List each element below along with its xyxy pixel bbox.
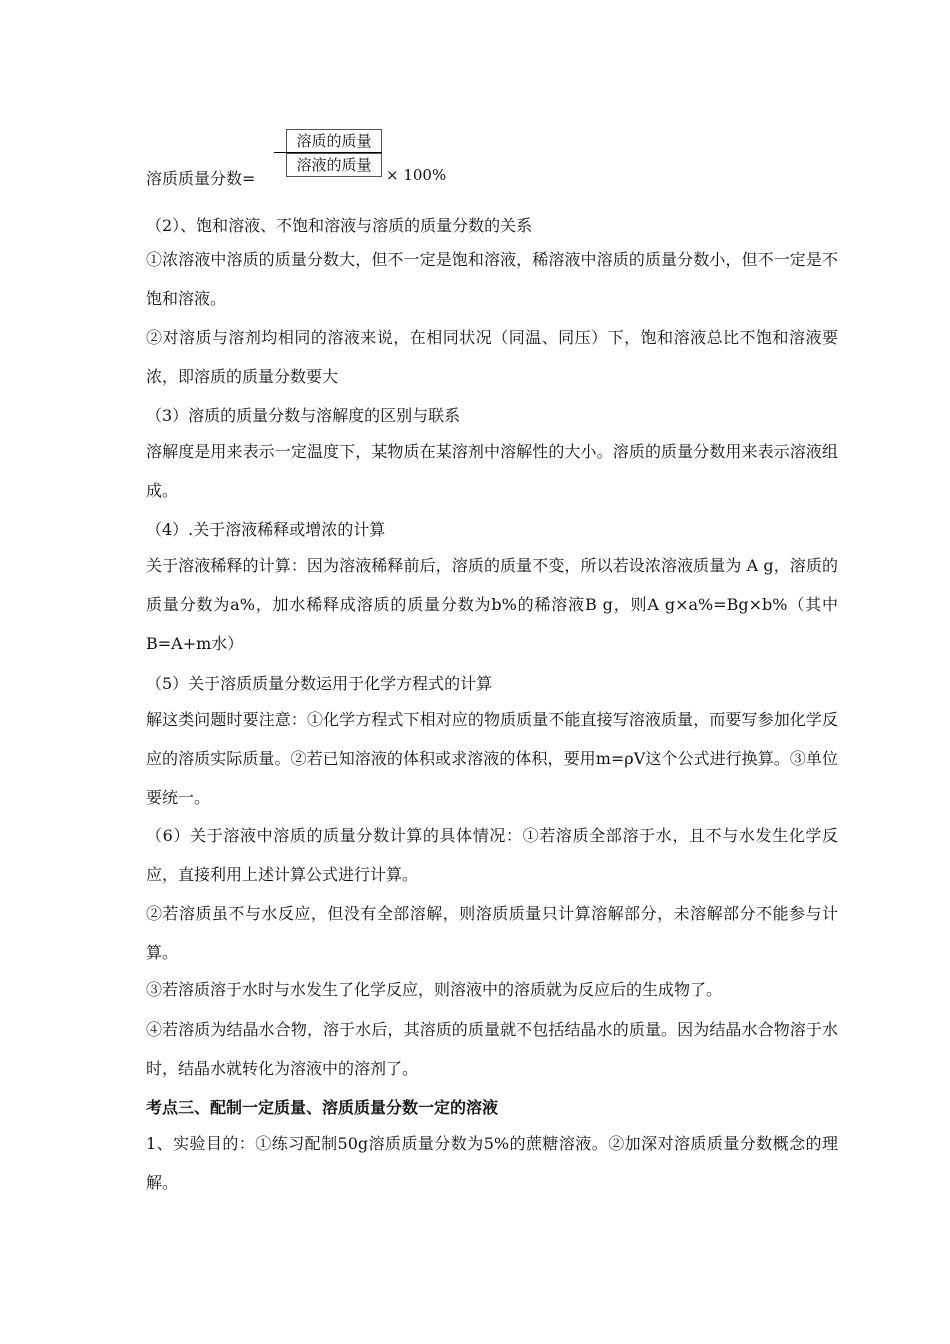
section-heading-3: 考点三、配制一定质量、溶质质量分数一定的溶液 <box>146 1098 499 1117</box>
paragraph-heading-4: （4）.关于溶液稀释或增浓的计算 <box>146 520 386 539</box>
paragraph-heading-6: （6）关于溶液中溶质的质量分数计算的具体情况：①若溶质全部溶于水，且不与水发生化学反应，直接利用上述计算公式进行计算。 <box>146 826 838 884</box>
paragraph-objective: 1、实验目的：①练习配制50g溶质质量分数为5%的蔗糖溶液。②加深对溶质质量分数概念的理解。 <box>146 1134 838 1192</box>
paragraph-item-2: ②对溶质与溶剂均相同的溶液来说，在相同状况（同温、同压）下，饱和溶液总比不饱和溶液要浓，即溶质的质量分数要大 <box>146 328 838 386</box>
paragraph-equation: 解这类问题时要注意：①化学方程式下相对应的物质质量不能直接写溶液质量，而要写参加化学反应的溶质实际质量。②若已知溶液的体积或求溶液的体积，要用m=ρV这个公式进行换算。③单位要统一。 <box>146 710 838 807</box>
paragraph-solubility: 溶解度是用来表示一定温度下，某物质在某溶剂中溶解性的大小。溶质的质量分数用来表示溶液组成。 <box>146 442 838 500</box>
paragraph-item-1: ①浓溶液中溶质的质量分数大，但不一定是饱和溶液，稀溶液中溶质的质量分数小，但不一定是不饱和溶液。 <box>146 250 838 308</box>
paragraph-dilution: 关于溶液稀释的计算：因为溶液稀释前后，溶质的质量不变，所以若设浓溶液质量为 A g，溶质的质量分数为a%，加水稀释成溶质的质量分数为b%的稀溶液B g，则A g×a%=Bg×b%（其中B=A+m水） <box>146 556 838 653</box>
formula-multiplier: × 100% <box>386 166 447 184</box>
paragraph-heading-2: （2）、饱和溶液、不饱和溶液与溶质的质量分数的关系 <box>146 216 533 235</box>
fraction-numerator: 溶质的质量 <box>286 129 382 152</box>
paragraph-case-4: ④若溶质为结晶水合物，溶于水后，其溶质的质量就不包括结晶水的质量。因为结晶水合物溶于水时，结晶水就转化为溶液中的溶剂了。 <box>146 1020 838 1078</box>
paragraph-heading-3: （3）溶质的质量分数与溶解度的区别与联系 <box>146 406 461 425</box>
paragraph-heading-5: （5）关于溶质质量分数运用于化学方程式的计算 <box>146 674 493 693</box>
paragraph-case-2: ②若溶质虽不与水反应，但没有全部溶解，则溶质质量只计算溶解部分，未溶解部分不能参与计算。 <box>146 904 838 962</box>
paragraph-case-3: ③若溶质溶于水时与水发生了化学反应，则溶液中的溶质就为反应后的生成物了。 <box>146 980 723 999</box>
fraction-denominator: 溶液的质量 <box>286 153 382 177</box>
formula-label: 溶质质量分数= <box>146 169 256 188</box>
